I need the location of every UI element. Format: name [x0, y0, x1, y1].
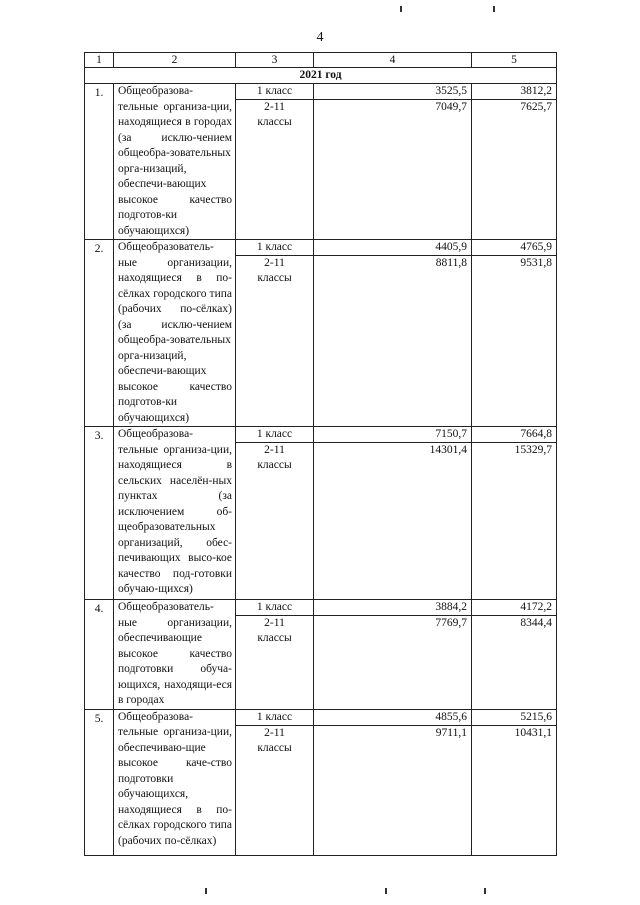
value-class-1: 4855,6: [314, 710, 471, 726]
class-range: 2-11: [264, 726, 285, 739]
value-class-1: 3812,2: [472, 84, 556, 100]
scan-artifact: [484, 888, 486, 894]
value-class-1: 4765,9: [472, 240, 556, 256]
class-cell: [236, 84, 314, 240]
scan-artifact: [493, 6, 495, 12]
row-description: Общеобразователь-ные организации, находящиеся в по-сёлках городского типа (рабочих по-сёлках) (за исклю-чением общеобра-зовательных орга-низаций, обеспечи-вающих высокое качество подготов-ки обучающихся): [114, 240, 236, 427]
value-cell-col4: [314, 709, 472, 855]
class-range: 2-11: [264, 257, 285, 269]
row-description: Общеобразова-тельные организа-ции, находящиеся в сельских населён-ных пунктах (за исключением об-щеобразовательных организаций, обес-печивающих высо-кое качество под-готовки обучаю-щихся): [114, 427, 236, 600]
value-cell-col5: [472, 240, 557, 427]
value-class-1: 3525,5: [314, 84, 471, 100]
table-row: [85, 427, 557, 600]
value-cell-col4: [314, 600, 472, 710]
value-class-2-11: 8811,8: [435, 257, 467, 269]
value-class-2-11: 9711,1: [435, 726, 467, 739]
class-1-label: 1 класс: [236, 84, 313, 100]
row-description: Общеобразователь-ные организации, обеспечивающие высокое качество подготовки обуча-ющихся, находящи-еся в городах: [114, 600, 236, 710]
value-class-2-11: 7769,7: [435, 617, 467, 629]
class-cell: [236, 240, 314, 427]
class-1-label: 1 класс: [236, 710, 313, 726]
table-row: [85, 240, 557, 427]
column-header: 1: [85, 53, 114, 68]
column-header: 3: [236, 53, 314, 68]
class-cell: [236, 600, 314, 710]
value-class-1: 7664,8: [472, 427, 556, 443]
column-header: 5: [472, 53, 557, 68]
value-cell-col5: [472, 84, 557, 240]
value-class-2-11: 8344,4: [520, 617, 552, 629]
value-cell-col4: [314, 427, 472, 600]
value-cell-col4: [314, 240, 472, 427]
class-word: классы: [257, 116, 292, 128]
class-2-11-label: [236, 443, 313, 473]
row-description: Общеобразова-тельные организа-ции, находящиеся в городах (за исклю-чением общеобра-зовательных орга-низаций, обеспечи-вающих высокое качество подготов-ки обучающихся): [114, 84, 236, 240]
table-header-row: [85, 53, 557, 68]
scan-artifact: [205, 888, 207, 894]
value-class-1: 5215,6: [472, 710, 556, 726]
row-number: 4.: [85, 600, 114, 710]
value-class-1: 3884,2: [314, 600, 471, 616]
class-cell: [236, 427, 314, 600]
value-class-2-11: 7049,7: [435, 101, 467, 113]
class-word: классы: [257, 459, 292, 471]
class-range: 2-11: [264, 101, 285, 113]
year-label: 2021 год: [85, 68, 557, 84]
value-class-2-11: 9531,8: [520, 257, 552, 269]
value-class-1: 4405,9: [314, 240, 471, 256]
page-number: 4: [316, 30, 324, 45]
table-row: [85, 84, 557, 240]
value-cell-col5: [472, 600, 557, 710]
class-2-11-label: [236, 726, 313, 756]
table-row: [85, 709, 557, 855]
value-cell-col5: [472, 427, 557, 600]
class-1-label: 1 класс: [236, 240, 313, 256]
row-number: 1.: [85, 84, 114, 240]
scan-artifact: [385, 888, 387, 894]
class-word: классы: [257, 741, 292, 754]
value-class-1: 7150,7: [314, 427, 471, 443]
class-2-11-label: [236, 100, 313, 130]
class-range: 2-11: [264, 444, 285, 456]
row-number: 3.: [85, 427, 114, 600]
value-class-1: 4172,2: [472, 600, 556, 616]
class-1-label: 1 класс: [236, 600, 313, 616]
value-class-2-11: 15329,7: [514, 444, 552, 456]
value-cell-col4: [314, 84, 472, 240]
column-header: 4: [314, 53, 472, 68]
class-word: классы: [257, 272, 292, 284]
class-word: классы: [257, 632, 292, 644]
class-1-label: 1 класс: [236, 427, 313, 443]
class-range: 2-11: [264, 617, 285, 629]
row-number: 5.: [85, 709, 114, 855]
column-header: 2: [114, 53, 236, 68]
class-2-11-label: [236, 256, 313, 286]
row-number: 2.: [85, 240, 114, 427]
class-2-11-label: [236, 616, 313, 646]
value-class-2-11: 10431,1: [514, 726, 552, 739]
table-row: [85, 600, 557, 710]
value-class-2-11: 14301,4: [429, 444, 467, 456]
value-class-2-11: 7625,7: [520, 101, 552, 113]
tariff-table: [84, 52, 557, 856]
value-cell-col5: [472, 709, 557, 855]
year-row: [85, 68, 557, 84]
row-description: Общеобразова-тельные организа-ции, обеспечиваю-щие высокое каче-ство подготовки обучающихся, находящиеся в по-сёлках городского типа (рабочих по-сёлках): [114, 709, 236, 855]
class-cell: [236, 709, 314, 855]
scan-artifact: [400, 6, 402, 12]
